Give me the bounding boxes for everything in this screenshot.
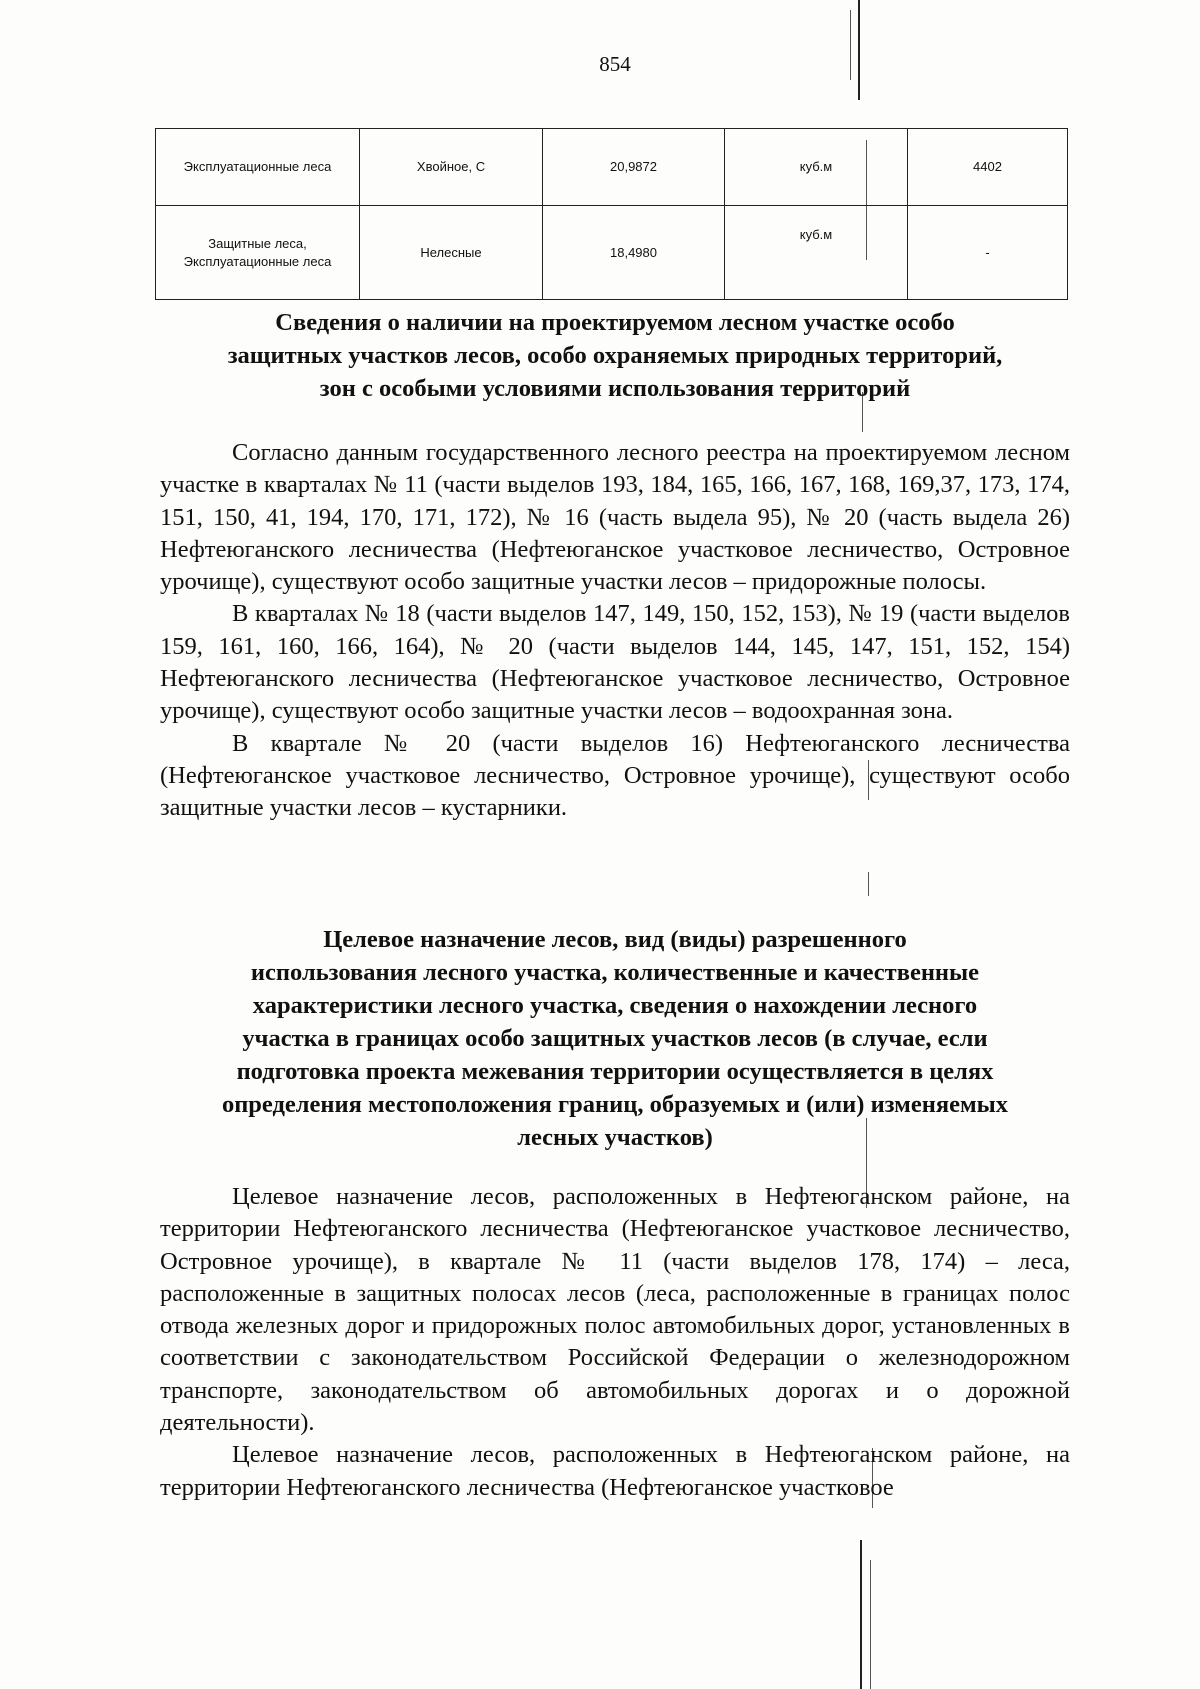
paragraph: В кварталах № 18 (части выделов 147, 149, 150, 152, 153), № 19 (части выделов 159, 161, 160, 166, 164), № 20 (части выделов 144, 145, 147, 151, 152, 154) Нефтеюганского лесничества (Нефтеюганское участковое лесничество, Островное урочище), существуют особо защитные участки лесов – водоохранная зона. (160, 600, 1070, 725)
heading-line: зон с особыми условиями использования территорий (319, 375, 911, 402)
forest-purpose-cell: Защитные леса, Эксплуатационные леса (156, 206, 360, 300)
table-row (156, 129, 1068, 206)
page-number: 854 (599, 52, 631, 76)
species-cell: Нелесные (360, 206, 543, 300)
heading-line: защитных участков лесов, особо охраняемых природных территорий, (227, 342, 1003, 369)
heading-line: Сведения о наличии на проектируемом лесном участке особо (275, 309, 955, 336)
unit-cell: куб.м (725, 129, 908, 206)
area-cell: 20,9872 (543, 129, 725, 206)
heading-line: определения местоположения границ, образуемых и (или) изменяемых (221, 1091, 1009, 1118)
scan-artifact-line (870, 1560, 871, 1689)
heading-line: Целевое назначение лесов, вид (виды) разрешенного (323, 926, 907, 953)
heading-line: подготовка проекта межевания территории осуществляется в целях (236, 1058, 994, 1085)
heading-line: лесных участков) (517, 1124, 713, 1151)
volume-cell: - (908, 206, 1068, 300)
heading-line: характеристики лесного участка, сведения о нахождении лесного (252, 992, 978, 1019)
paragraph: Целевое назначение лесов, расположенных в Нефтеюганском районе, на территории Нефтеюганского лесничества (Нефтеюганское участковое (160, 1441, 1070, 1501)
scan-artifact-line (858, 0, 860, 100)
species-cell: Хвойное, С (360, 129, 543, 206)
table-row (156, 206, 1068, 300)
timber-volume-table (155, 128, 1068, 300)
section-body-protected-areas (160, 437, 1070, 825)
paragraph: Целевое назначение лесов, расположенных в Нефтеюганском районе, на территории Нефтеюганского лесничества (Нефтеюганское участковое лесничество, Островное урочище), в квартале № 11 (части выделов 178, 174) – леса, расположенные в защитных полосах лесов (леса, расположенные в границах полос отвода железных дорог и придорожных полос автомобильных дорог, установленных в соответствии с законодательством Российской Федерации о железнодорожном транспорте, законодательством об автомобильных дорогах и о дорожной деятельности). (160, 1183, 1070, 1437)
scan-artifact-line (868, 872, 869, 896)
forest-purpose-cell: Эксплуатационные леса (156, 129, 360, 206)
heading-line: участка в границах особо защитных участков лесов (в случае, если (242, 1025, 988, 1052)
area-cell: 18,4980 (543, 206, 725, 300)
section-body-forest-purpose (160, 1181, 1070, 1504)
section-heading-protected-areas (160, 306, 1070, 405)
scan-artifact-line (860, 1540, 862, 1689)
paragraph: В квартале № 20 (части выделов 16) Нефтеюганского лесничества (Нефтеюганское участковое лесничество, Островное урочище), существуют особо защитные участки лесов – кустарники. (160, 729, 1070, 822)
heading-line: использования лесного участка, количественные и качественные (250, 959, 980, 986)
volume-cell: 4402 (908, 129, 1068, 206)
paragraph: Согласно данным государственного лесного реестра на проектируемом лесном участке в кварталах № 11 (части выделов 193, 184, 165, 166, 167, 168, 169,37, 173, 174, 151, 150, 41, 194, 170, 171, 172), № 16 (часть выдела 95), № 20 (часть выдела 26) Нефтеюганского лесничества (Нефтеюганское участковое лесничество, Островное урочище), существуют особо защитные участки лесов – придорожные полосы. (160, 439, 1070, 596)
unit-cell: куб.м (725, 206, 908, 300)
section-heading-forest-purpose (160, 923, 1070, 1154)
